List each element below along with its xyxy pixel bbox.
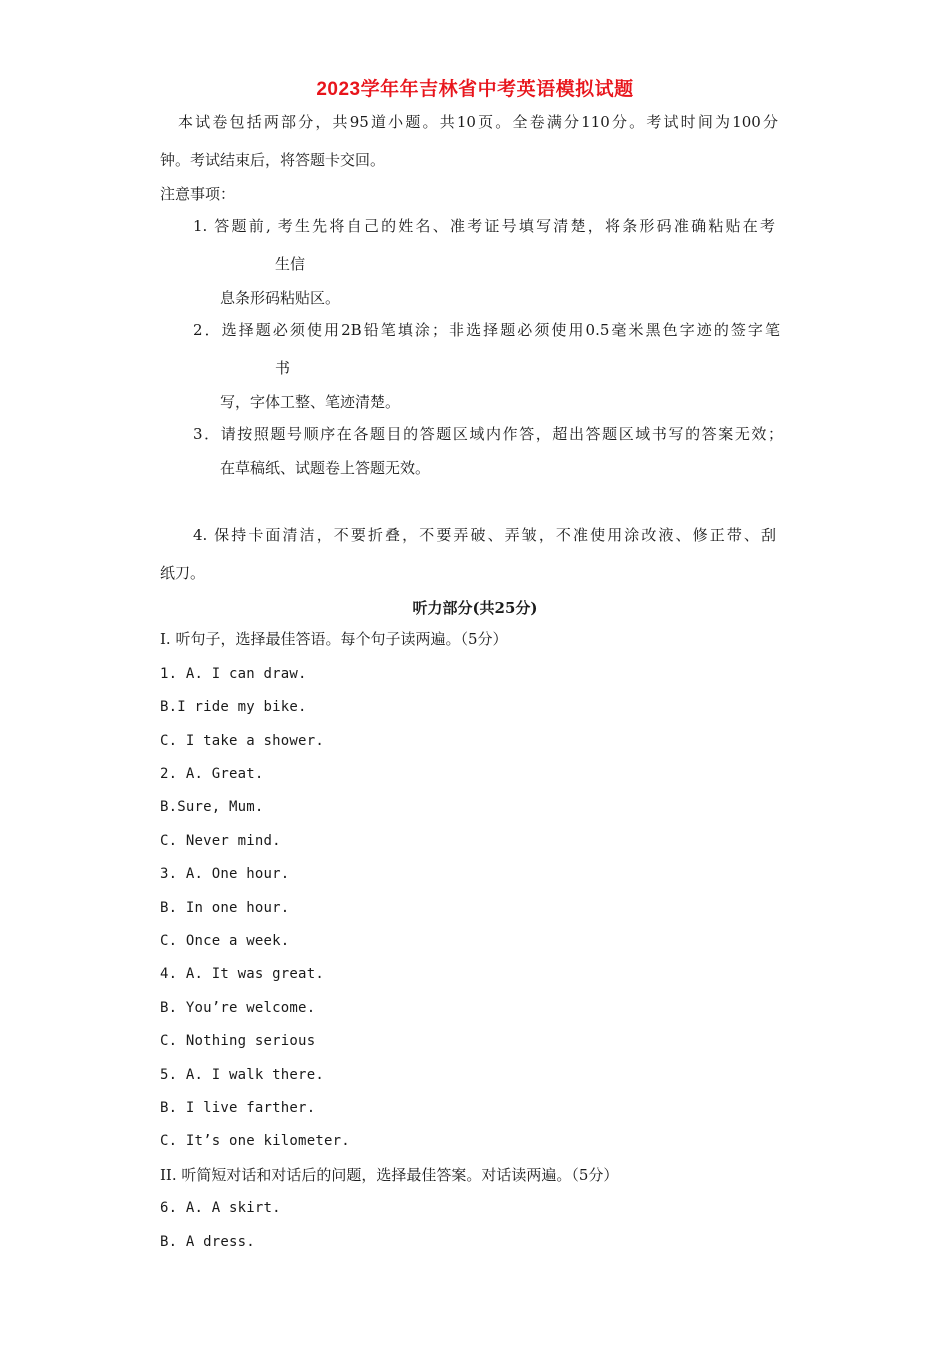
question-line: C. Never mind. [160,833,281,849]
question-line: C. I take a shower. [160,733,324,749]
question-line: C. Nothing serious [160,1033,316,1049]
notice-item-2-line-3: 写，字体工整、笔迹清楚。 [220,393,401,411]
question-line: C. Once a week. [160,933,290,949]
question-line: 6. A. A skirt. [160,1200,281,1216]
question-line: 5. A. I walk there. [160,1067,324,1083]
question-line: B. I live farther. [160,1100,316,1116]
question-line: 4. A. It was great. [160,966,324,982]
part1-heading: I. 听句子，选择最佳答语。每个句子读两遍。（5分） [160,630,508,648]
part2-heading: II. 听简短对话和对话后的问题，选择最佳答案。对话读两遍。（5分） [160,1166,619,1184]
question-line: 3. A. One hour. [160,866,290,882]
question-line: 1. A. I can draw. [160,666,307,682]
notice-item-1-line-1: 1. 答题前, 考生先将自己的姓名、准考证号填写清楚，将条形码准确粘贴在考 [193,217,775,235]
notice-item-4-line-1: 4. 保持卡面清洁，不要折叠，不要弄破、弄皱，不准使用涂改液、修正带、刮 [193,526,776,544]
notice-heading: 注意事项： [160,185,236,203]
question-line: B. In one hour. [160,900,290,916]
notice-item-3-line-1: 3．请按照题号顺序在各题目的答题区域内作答，超出答题区域书写的答案无效； [193,425,783,443]
notice-item-2-line-1: 2．选择题必须使用2B铅笔填涂；非选择题必须使用0.5毫米黑色字迹的签字笔 [193,321,780,339]
question-line: B. You’re welcome. [160,1000,316,1016]
page-title: 2023学年年吉林省中考英语模拟试题 [316,79,634,100]
intro-line-1: 本试卷包括两部分，共95道小题。共10页。全卷满分110分。考试时间为100分 [178,113,778,131]
question-line: C. It’s one kilometer. [160,1133,350,1149]
intro-line-2: 钟。考试结束后，将答题卡交回。 [160,151,386,169]
notice-item-3-line-2: 在草稿纸、试题卷上答题无效。 [220,459,431,477]
notice-item-1-line-2: 生信 [275,255,306,273]
notice-item-4-line-2: 纸刀。 [160,564,206,582]
question-line: B.Sure, Mum. [160,799,264,815]
question-line: B. A dress. [160,1234,255,1250]
listening-heading: 听力部分(共25分) [412,599,538,617]
question-line: 2. A. Great. [160,766,264,782]
question-line: B.I ride my bike. [160,699,307,715]
notice-item-2-line-2: 书 [275,359,291,377]
notice-item-1-line-3: 息条形码粘贴区。 [220,289,341,307]
